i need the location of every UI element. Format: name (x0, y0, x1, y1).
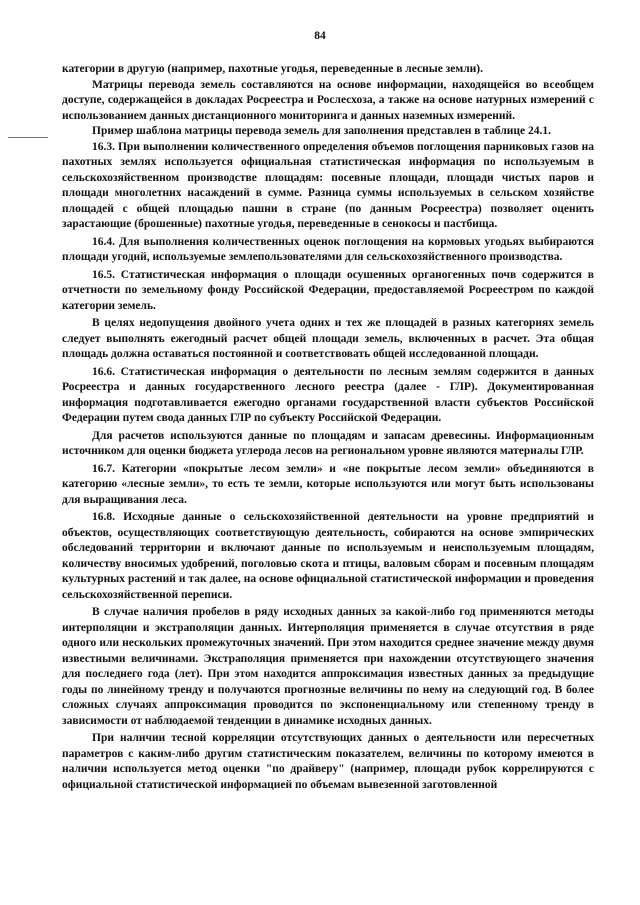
scan-artifact (8, 137, 48, 138)
paragraph: В целях недопущения двойного учета одних и тех же площадей в разных категориях земель следует выполнять ежегодный расчет общей площади земель, включенных в расчет. Эта общая площадь должна оставаться постоянной и соответствовать общей исследованной площади. (62, 317, 594, 360)
paragraph: 16.5. Статистическая информация о площади осушенных органогенных почв содержится в отчетности по земельному фонду Российской Федерации, предоставляемой Росреестром по каждой категории земель. (62, 268, 594, 312)
page-number: 84 (314, 30, 326, 42)
paragraph: 16.4. Для выполнения количественных оценок поглощения на кормовых угодьях выбираются площади угодий, используемые землепользователями для сельскохозяйственного производства. (62, 235, 594, 263)
paragraph: Пример шаблона матрицы перевода земель для заполнения представлен в таблице 24.1. (92, 125, 552, 137)
paragraph: категории в другую (например, пахотные угодья, переведенные в лесные земли). (62, 63, 484, 75)
paragraph: При наличии тесной корреляции отсутствующих данных о деятельности или пересчетных параметров с каким-либо другим статистическим показателем, величины по которому имеются в наличии используется метод оценки "по драйверу" (например, площади рубок коррелируются с официальной статистической информацией по объемам вывезенной заготовленной (62, 732, 594, 791)
paragraph: 16.3. При выполнении количественного определения объемов поглощения парниковых газов на пахотных землях используется официальная статистическая информация по используемым в сельскохозяйственном производстве площадям: посевные площади, площади чистых паров и площади многолетних насаждений в сумме. Разница суммы используемых в сельском хозяйстве площадей с общей площадью пашни в стране (по данным Росреестра) позволяет оценить зарастающие (брошенные) пахотные угодья, переведенные в сенокосы и пастбища. (62, 140, 594, 230)
paragraph: 16.6. Статистическая информация о деятельности по лесным землям содержится в данных Росреестра и данных государственного лесного реестра (далее - ГЛР). Документированная информация подготавливается ежегодно органами государственной власти субъектов Российской Федерации путем свода данных ГЛР по субъекту Российской Федерации. (62, 365, 594, 424)
paragraph: 16.8. Исходные данные о сельскохозяйственной деятельности на уровне предприятий и объектов, осуществляющих соответствующую деятельность, собираются на основе эмпирических обследований территории и включают данные по используемым и неиспользуемым площадям, количеству вносимых удобрений, поголовью скота и птицы, валовым сборам и посевным площадям культурных растений и так далее, на основе официальной статистической информации и проведения сельскохозяйственной переписи. (62, 511, 594, 601)
paragraph: 16.7. Категории «покрытые лесом земли» и «не покрытые лесом земли» объединяются в категорию «лесные земли», то есть те земли, которые используются или могут быть использованы для выращивания леса. (62, 462, 594, 506)
paragraph: В случае наличия пробелов в ряду исходных данных за какой-либо год применяются методы интерполяции и экстраполяции данных. Интерполяция применяется в случае отсутствия в ряде одного или нескольких промежуточных значений. При этом находится среднее значение между двумя известными величинами. Экстраполяция применяется при нахождении отсутствующего значения для последнего года (лет). При этом находится аппроксимация известных данных за предыдущие годы по линейному тренду и получаются прогнозные величины по нему на следующий год. В более сложных случаях аппроксимация проводится по экспоненциальному или степенному тренду в зависимости от наблюдаемой тенденции в динамике исходных данных. (62, 606, 594, 727)
paragraph: Матрицы перевода земель составляются на основе информации, находящейся во всеобщем доступе, содержащейся в докладах Росреестра и Рослесхоза, а также на основе натурных измерений с использованием данных дистанционного мониторинга и данных наземных измерений. (62, 78, 594, 122)
paragraph: Для расчетов используются данные по площадям и запасам древесины. Информационным источником для оценки бюджета углерода лесов на региональном уровне являются материалы ГЛР. (62, 429, 594, 457)
document-body (62, 62, 594, 793)
